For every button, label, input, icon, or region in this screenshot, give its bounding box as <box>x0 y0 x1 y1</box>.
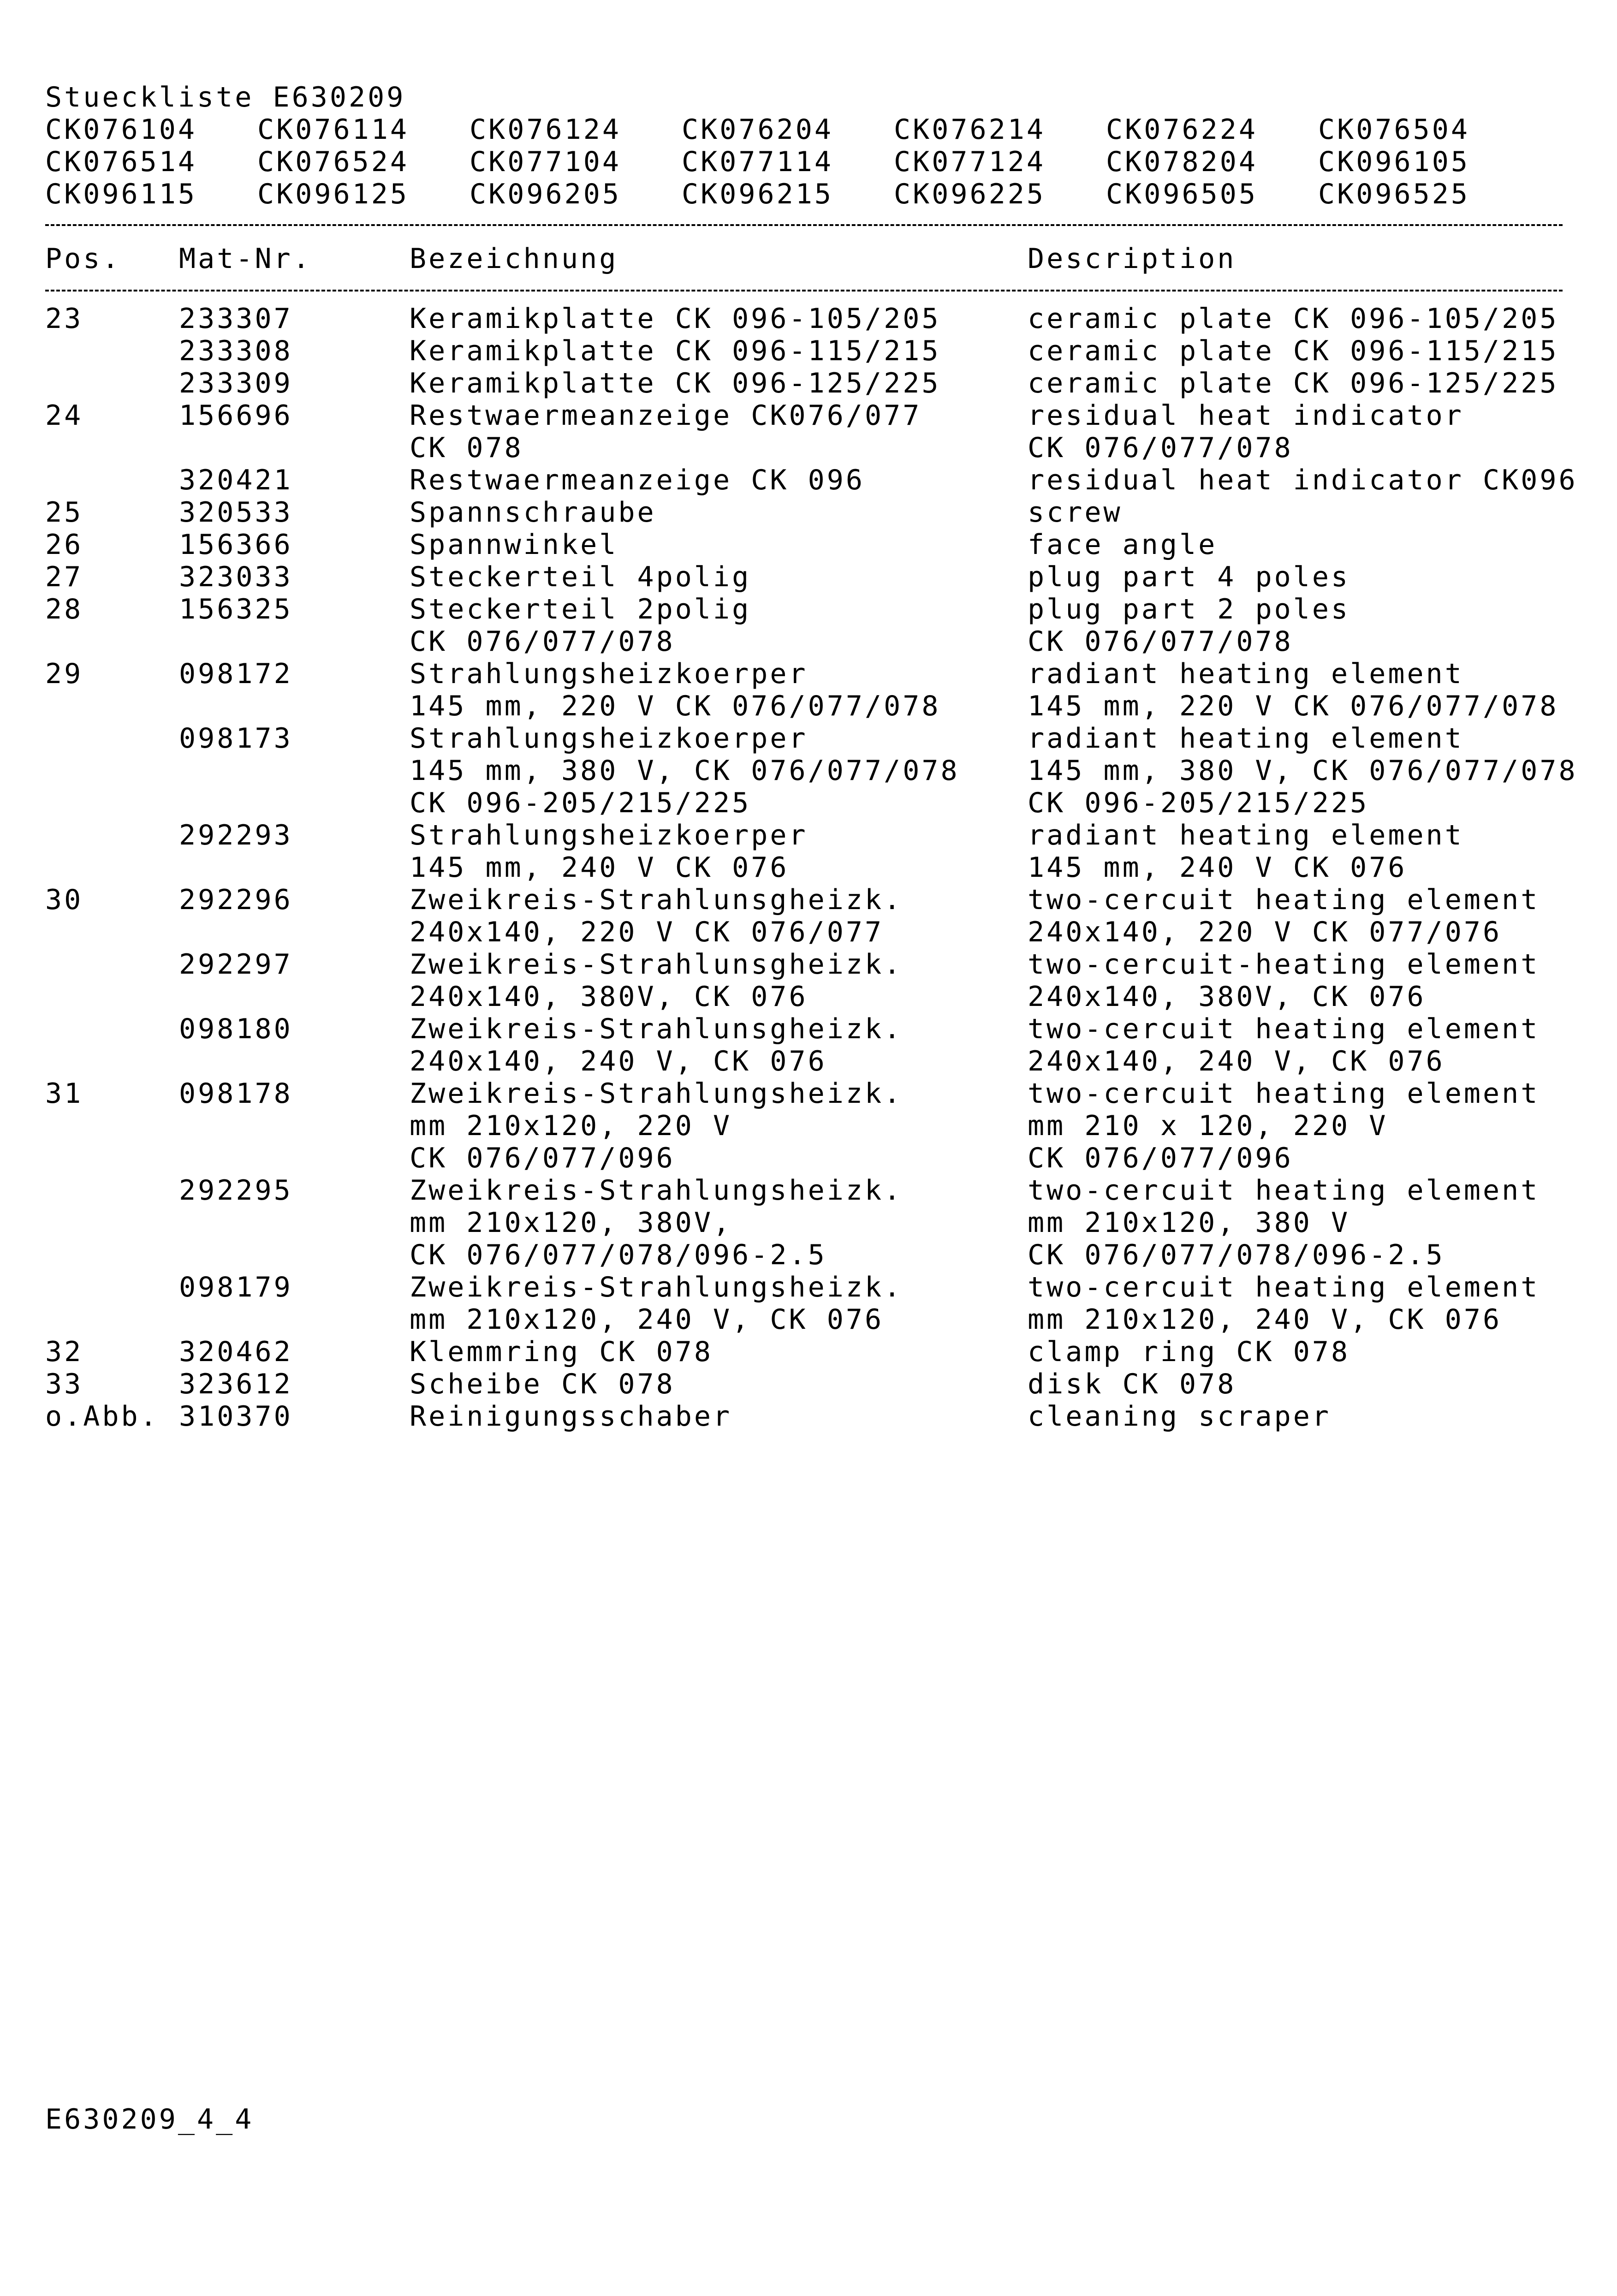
description-cell: 240x140, 220 V CK 077/076 <box>1028 916 1502 948</box>
mat-nr-cell: 233309 <box>179 367 293 399</box>
model-code: CK096525 <box>1318 178 1470 210</box>
model-code: CK076124 <box>470 113 621 146</box>
page-code: E630209_4_4 <box>45 2103 254 2135</box>
model-code: CK076214 <box>894 113 1046 146</box>
mat-nr-cell: 233307 <box>179 303 293 335</box>
description-cell: CK 076/077/078 <box>1028 432 1293 464</box>
bezeichnung-cell: CK 076/077/096 <box>410 1142 675 1174</box>
description-cell: mm 210 x 120, 220 V <box>1028 1110 1388 1142</box>
description-cell: 145 mm, 220 V CK 076/077/078 <box>1028 690 1559 722</box>
description-cell: two-cercuit heating element <box>1028 884 1540 916</box>
mat-nr-cell: 320533 <box>179 496 293 529</box>
bezeichnung-cell: 240x140, 380V, CK 076 <box>410 981 808 1013</box>
bezeichnung-cell: CK 076/077/078 <box>410 625 675 658</box>
model-code: CK076204 <box>682 113 833 146</box>
bezeichnung-cell: 145 mm, 240 V CK 076 <box>410 851 789 884</box>
pos-cell: 23 <box>45 303 83 335</box>
model-code: CK096115 <box>45 178 197 210</box>
description-cell: radiant heating element <box>1028 658 1464 690</box>
model-code: CK096225 <box>894 178 1046 210</box>
bezeichnung-cell: Zweikreis-Strahlunsgheizk. <box>410 1013 903 1045</box>
description-cell: two-cercuit heating element <box>1028 1013 1540 1045</box>
bezeichnung-cell: Spannschraube <box>410 496 656 529</box>
model-code: CK076514 <box>45 146 197 178</box>
bezeichnung-cell: 145 mm, 380 V, CK 076/077/078 <box>410 755 960 787</box>
column-header-desc: Description <box>1028 243 1237 275</box>
bezeichnung-cell: Strahlungsheizkoerper <box>410 658 808 690</box>
bezeichnung-cell: mm 210x120, 220 V <box>410 1110 732 1142</box>
description-cell: 240x140, 240 V, CK 076 <box>1028 1045 1445 1077</box>
bezeichnung-cell: Strahlungsheizkoerper <box>410 819 808 851</box>
bezeichnung-cell: Restwaermeanzeige CK 096 <box>410 464 865 496</box>
column-header-pos: Pos. <box>45 243 121 275</box>
mat-nr-cell: 233308 <box>179 335 293 367</box>
description-cell: CK 076/077/096 <box>1028 1142 1293 1174</box>
model-code: CK078204 <box>1106 146 1258 178</box>
document-title: Stueckliste E630209 <box>45 81 406 113</box>
column-header-mat: Mat-Nr. <box>179 243 312 275</box>
bezeichnung-cell: Zweikreis-Strahlungsheizk. <box>410 1271 903 1303</box>
bezeichnung-cell: Keramikplatte CK 096-115/215 <box>410 335 941 367</box>
model-code: CK076104 <box>45 113 197 146</box>
description-cell: radiant heating element <box>1028 722 1464 755</box>
description-cell: CK 096-205/215/225 <box>1028 787 1369 819</box>
bezeichnung-cell: Zweikreis-Strahlunsgheizk. <box>410 948 903 981</box>
bezeichnung-cell: Scheibe CK 078 <box>410 1368 675 1400</box>
description-cell: residual heat indicator <box>1028 399 1464 432</box>
description-cell: CK 076/077/078 <box>1028 625 1293 658</box>
mat-nr-cell: 156366 <box>179 529 293 561</box>
bezeichnung-cell: Keramikplatte CK 096-125/225 <box>410 367 941 399</box>
mat-nr-cell: 098173 <box>179 722 293 755</box>
description-cell: face angle <box>1028 529 1218 561</box>
model-code: CK076224 <box>1106 113 1258 146</box>
model-code: CK096105 <box>1318 146 1470 178</box>
description-cell: clamp ring CK 078 <box>1028 1336 1350 1368</box>
mat-nr-cell: 098178 <box>179 1077 293 1110</box>
divider-header <box>45 290 1563 291</box>
bezeichnung-cell: Spannwinkel <box>410 529 618 561</box>
bezeichnung-cell: CK 096-205/215/225 <box>410 787 751 819</box>
description-cell: two-cercuit heating element <box>1028 1174 1540 1207</box>
pos-cell: 26 <box>45 529 83 561</box>
description-cell: two-cercuit-heating element <box>1028 948 1540 981</box>
pos-cell: 28 <box>45 593 83 625</box>
description-cell: screw <box>1028 496 1123 529</box>
model-code: CK076524 <box>257 146 409 178</box>
divider-top <box>45 224 1563 226</box>
mat-nr-cell: 323612 <box>179 1368 293 1400</box>
description-cell: ceramic plate CK 096-115/215 <box>1028 335 1559 367</box>
mat-nr-cell: 098179 <box>179 1271 293 1303</box>
bezeichnung-cell: CK 076/077/078/096-2.5 <box>410 1239 827 1271</box>
model-code: CK077114 <box>682 146 833 178</box>
pos-cell: 29 <box>45 658 83 690</box>
description-cell: ceramic plate CK 096-125/225 <box>1028 367 1559 399</box>
mat-nr-cell: 310370 <box>179 1400 293 1433</box>
mat-nr-cell: 320421 <box>179 464 293 496</box>
description-cell: cleaning scraper <box>1028 1400 1331 1433</box>
description-cell: ceramic plate CK 096-105/205 <box>1028 303 1559 335</box>
description-cell: 145 mm, 380 V, CK 076/077/078 <box>1028 755 1578 787</box>
bezeichnung-cell: Zweikreis-Strahlunsgheizk. <box>410 884 903 916</box>
description-cell: 240x140, 380V, CK 076 <box>1028 981 1426 1013</box>
description-cell: CK 076/077/078/096-2.5 <box>1028 1239 1445 1271</box>
column-header-bez: Bezeichnung <box>410 243 618 275</box>
model-code: CK076114 <box>257 113 409 146</box>
description-cell: mm 210x120, 240 V, CK 076 <box>1028 1303 1502 1336</box>
pos-cell: o.Abb. <box>45 1400 159 1433</box>
mat-nr-cell: 292296 <box>179 884 293 916</box>
pos-cell: 31 <box>45 1077 83 1110</box>
pos-cell: 24 <box>45 399 83 432</box>
description-cell: two-cercuit heating element <box>1028 1271 1540 1303</box>
pos-cell: 30 <box>45 884 83 916</box>
mat-nr-cell: 292293 <box>179 819 293 851</box>
bezeichnung-cell: Zweikreis-Strahlungsheizk. <box>410 1077 903 1110</box>
model-code: CK096505 <box>1106 178 1258 210</box>
description-cell: two-cercuit heating element <box>1028 1077 1540 1110</box>
mat-nr-cell: 320462 <box>179 1336 293 1368</box>
description-cell: disk CK 078 <box>1028 1368 1237 1400</box>
pos-cell: 25 <box>45 496 83 529</box>
model-code: CK096215 <box>682 178 833 210</box>
bezeichnung-cell: Steckerteil 4polig <box>410 561 751 593</box>
description-cell: mm 210x120, 380 V <box>1028 1207 1350 1239</box>
mat-nr-cell: 156696 <box>179 399 293 432</box>
bezeichnung-cell: mm 210x120, 240 V, CK 076 <box>410 1303 884 1336</box>
bezeichnung-cell: CK 078 <box>410 432 523 464</box>
mat-nr-cell: 098180 <box>179 1013 293 1045</box>
mat-nr-cell: 323033 <box>179 561 293 593</box>
pos-cell: 32 <box>45 1336 83 1368</box>
bezeichnung-cell: Reinigungsschaber <box>410 1400 732 1433</box>
pos-cell: 27 <box>45 561 83 593</box>
description-cell: 145 mm, 240 V CK 076 <box>1028 851 1407 884</box>
bezeichnung-cell: Steckerteil 2polig <box>410 593 751 625</box>
bezeichnung-cell: Restwaermeanzeige CK076/077 <box>410 399 922 432</box>
mat-nr-cell: 156325 <box>179 593 293 625</box>
bezeichnung-cell: Strahlungsheizkoerper <box>410 722 808 755</box>
bezeichnung-cell: Zweikreis-Strahlungsheizk. <box>410 1174 903 1207</box>
mat-nr-cell: 098172 <box>179 658 293 690</box>
bezeichnung-cell: Keramikplatte CK 096-105/205 <box>410 303 941 335</box>
mat-nr-cell: 292295 <box>179 1174 293 1207</box>
description-cell: plug part 2 poles <box>1028 593 1350 625</box>
description-cell: residual heat indicator CK096 <box>1028 464 1578 496</box>
model-code: CK076504 <box>1318 113 1470 146</box>
mat-nr-cell: 292297 <box>179 948 293 981</box>
bezeichnung-cell: 240x140, 220 V CK 076/077 <box>410 916 884 948</box>
model-code: CK077104 <box>470 146 621 178</box>
model-code: CK096205 <box>470 178 621 210</box>
pos-cell: 33 <box>45 1368 83 1400</box>
bezeichnung-cell: mm 210x120, 380V, <box>410 1207 732 1239</box>
bezeichnung-cell: 145 mm, 220 V CK 076/077/078 <box>410 690 941 722</box>
model-code: CK077124 <box>894 146 1046 178</box>
bezeichnung-cell: 240x140, 240 V, CK 076 <box>410 1045 827 1077</box>
description-cell: radiant heating element <box>1028 819 1464 851</box>
model-code: CK096125 <box>257 178 409 210</box>
description-cell: plug part 4 poles <box>1028 561 1350 593</box>
bezeichnung-cell: Klemmring CK 078 <box>410 1336 713 1368</box>
